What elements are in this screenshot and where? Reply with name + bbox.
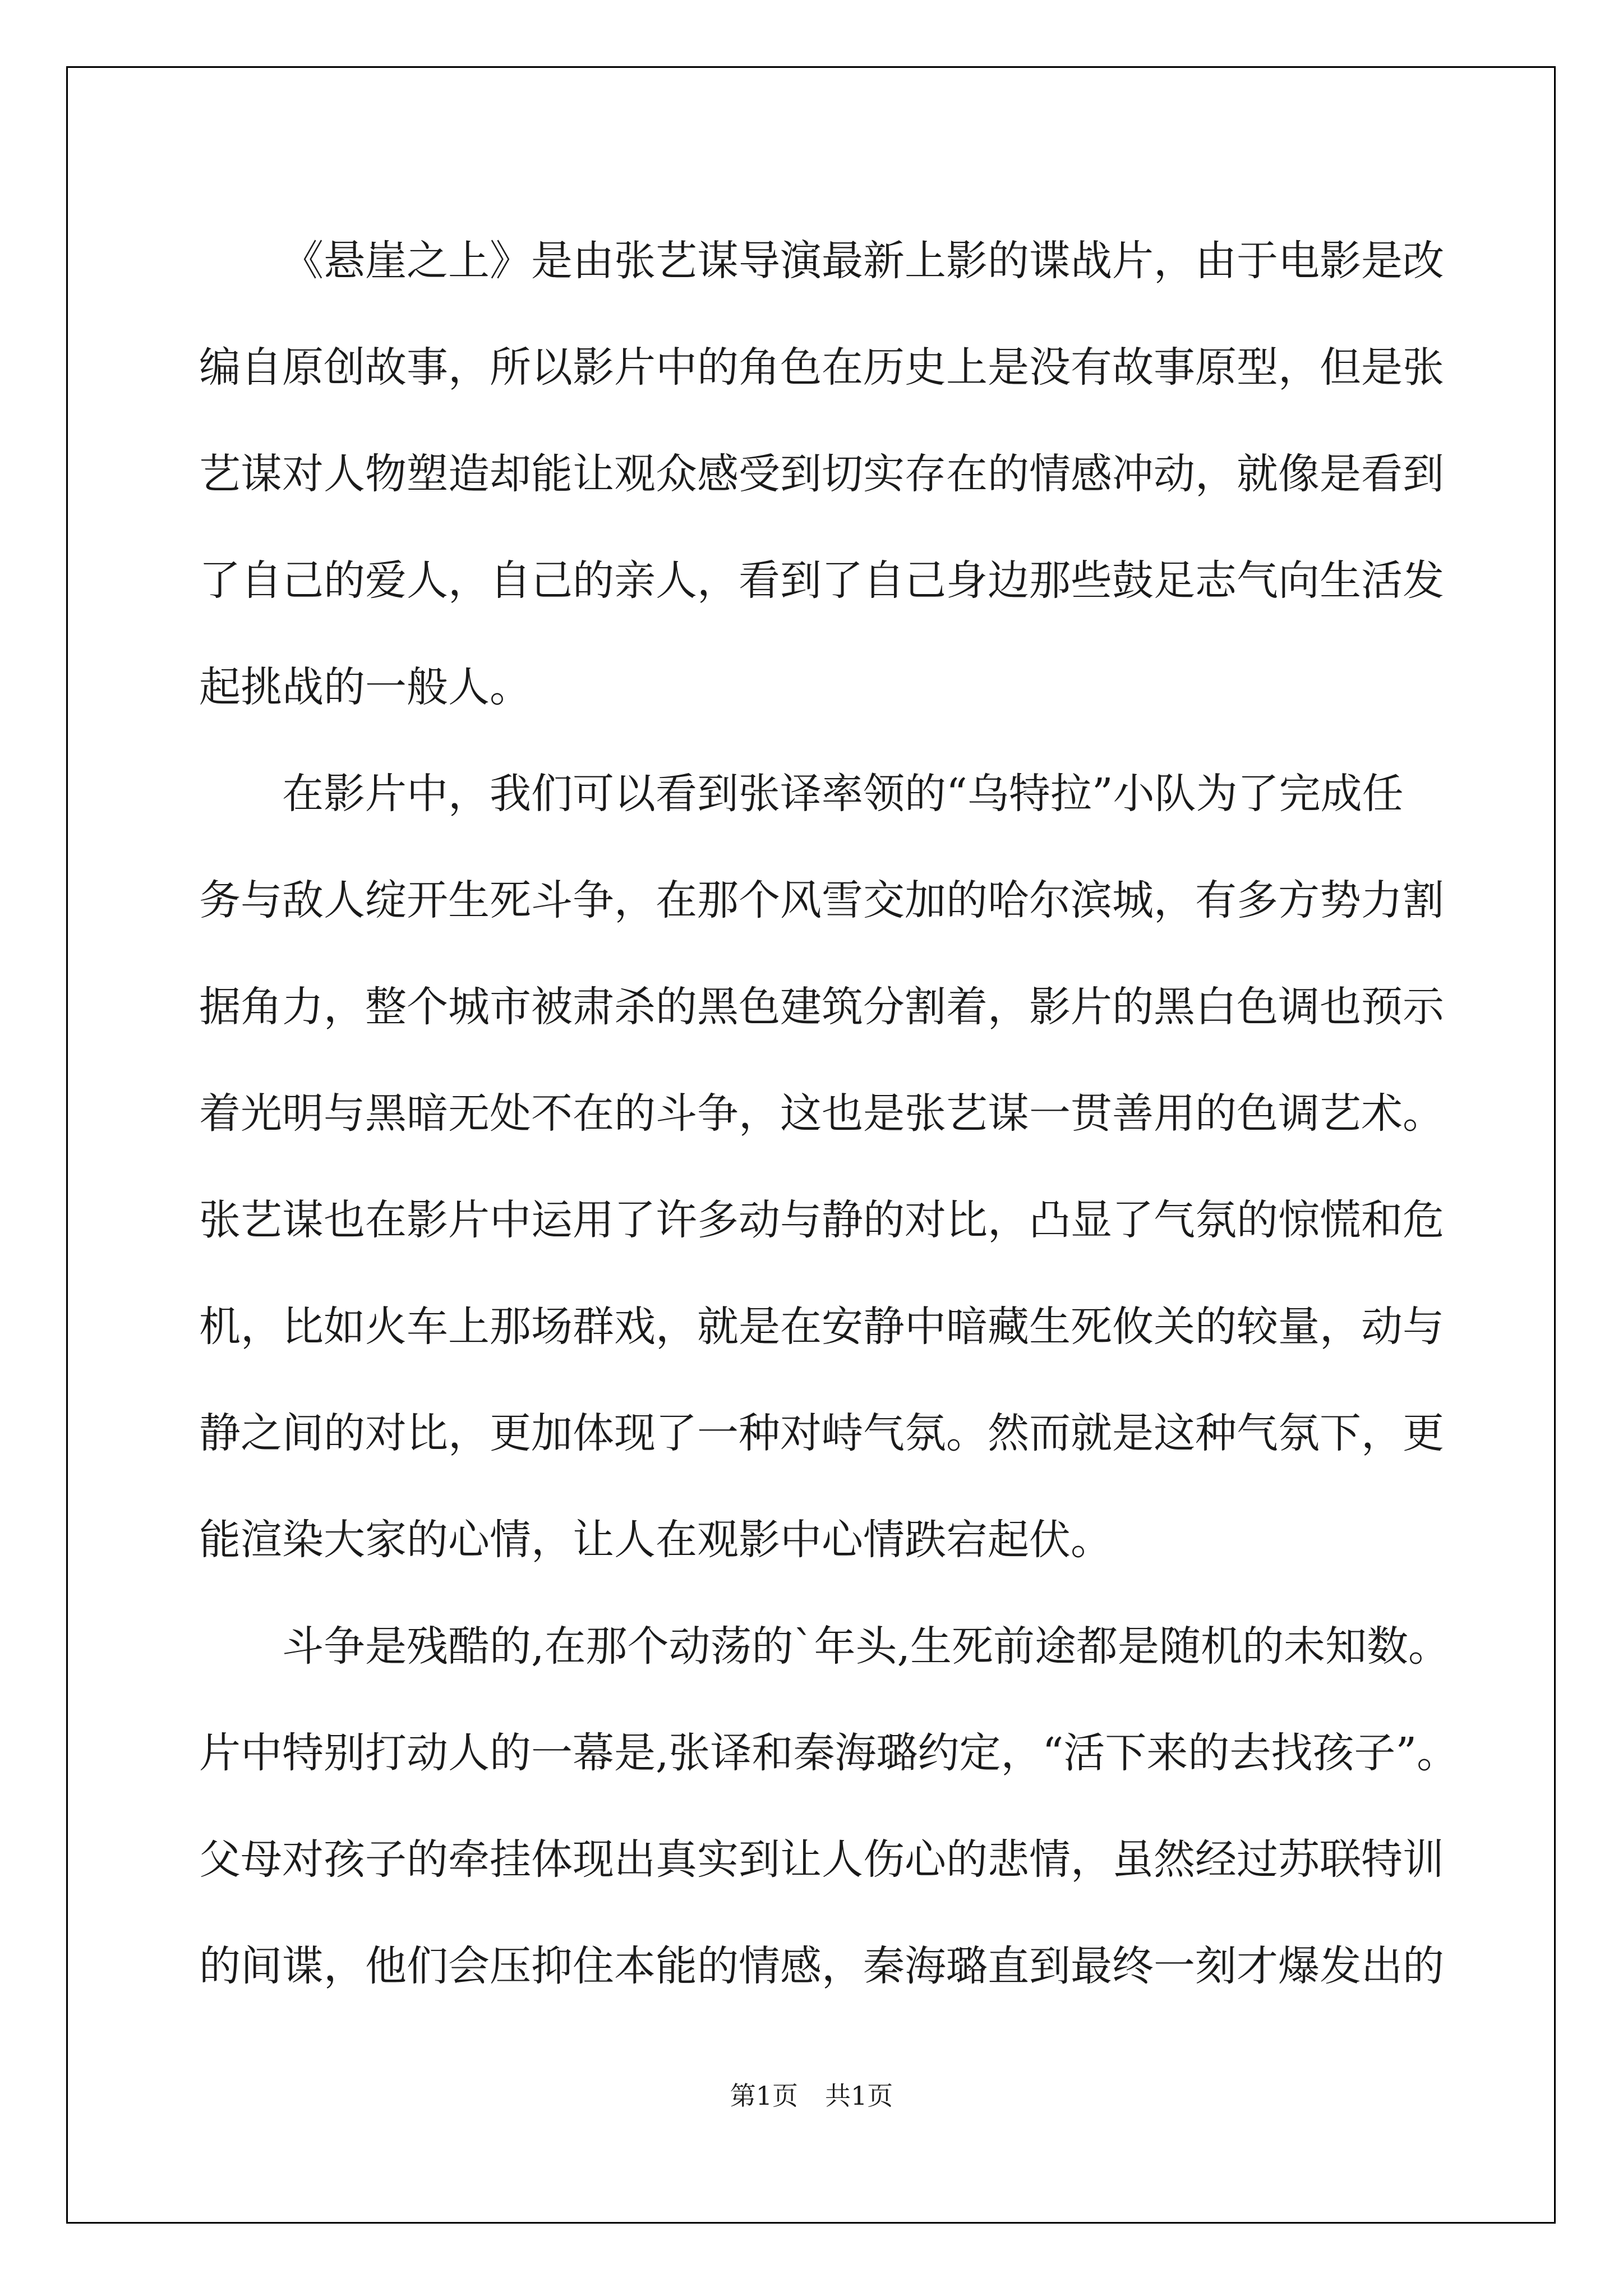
text-line: 据角力，整个城市被肃杀的黑色建筑分割着，影片的黑白色调也预示 <box>199 983 1444 1031</box>
text-line: 张艺谋也在影片中运用了许多动与静的对比，凸显了气氛的惊慌和危 <box>199 1196 1444 1244</box>
text-line: 机，比如火车上那场群戏，就是在安静中暗藏生死攸关的较量，动与 <box>199 1303 1444 1351</box>
text-line: 斗争是残酷的,在那个动荡的`年头,生死前途都是随机的未知数。 <box>282 1622 1450 1671</box>
text-line: 父母对孩子的牵挂体现出真实到让人伤心的悲情，虽然经过苏联特训 <box>199 1835 1444 1884</box>
text-line: 了自己的爱人，自己的亲人，看到了自己身边那些鼓足志气向生活发 <box>199 556 1444 605</box>
document-body <box>199 208 1459 2019</box>
text-line: 的间谍，他们会压抑住本能的情感，秦海璐直到最终一刻才爆发出的 <box>199 1942 1444 1990</box>
page-footer <box>0 2076 1623 2113</box>
text-line: 在影片中，我们可以看到张译率领的“乌特拉”小队为了完成任 <box>282 770 1404 818</box>
text-line: 能渲染大家的心情，让人在观影中心情跌宕起伏。 <box>199 1516 1112 1564</box>
page-total: 共1页 <box>825 2081 893 2111</box>
page-number: 第1页 <box>730 2081 798 2111</box>
text-line: 静之间的对比，更加体现了一种对峙气氛。然而就是这种气氛下，更 <box>199 1409 1444 1457</box>
text-line: 艺谋对人物塑造却能让观众感受到切实存在的情感冲动，就像是看到 <box>199 450 1444 498</box>
text-line: 着光明与黑暗无处不在的斗争，这也是张艺谋一贯善用的色调艺术。 <box>199 1089 1444 1138</box>
text-line: 编自原创故事，所以影片中的角色在历史上是没有故事原型，但是张 <box>199 343 1444 392</box>
text-line: 起挑战的一般人。 <box>199 663 531 711</box>
text-line: 《悬崖之上》是由张艺谋导演最新上影的谍战片，由于电影是改 <box>282 237 1444 285</box>
text-line: 片中特别打动人的一幕是,张译和秦海璐约定，“活下来的去找孩子”。 <box>199 1729 1459 1777</box>
text-line: 务与敌人绽开生死斗争，在那个风雪交加的哈尔滨城，有多方势力割 <box>199 876 1444 924</box>
